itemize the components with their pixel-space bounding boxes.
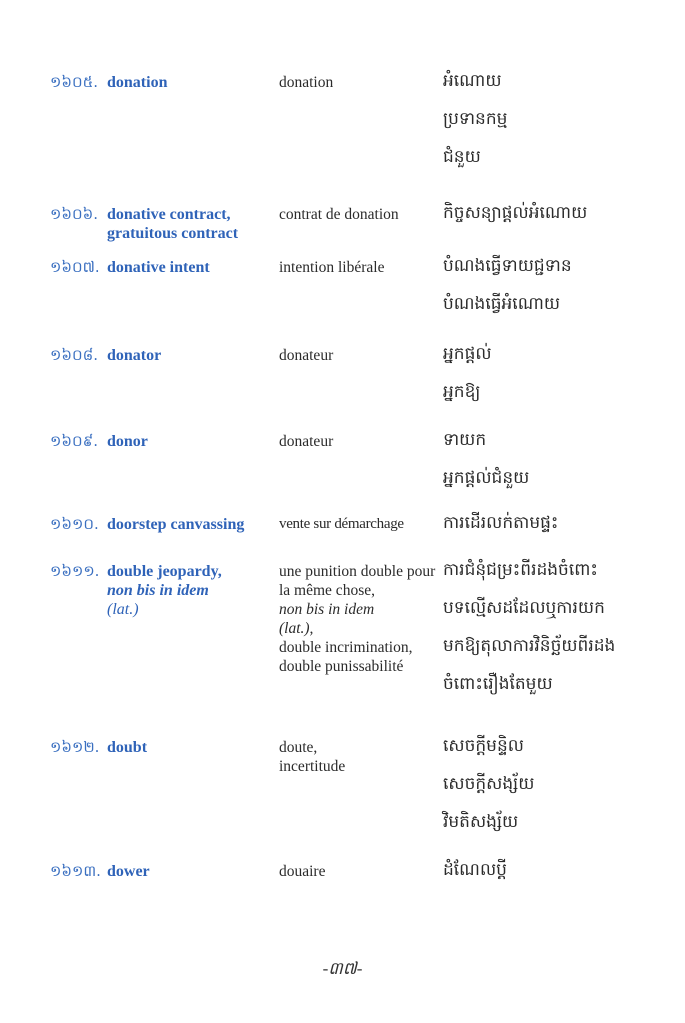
khmer-terms [443, 859, 683, 897]
entry-number: ១៦០៧. [50, 258, 100, 276]
khmer-term: បំណងធ្វើទាយជ្ជទាន [443, 256, 572, 276]
french-term: douaire [279, 863, 326, 880]
khmer-terms [443, 70, 683, 184]
entry-number: ១៦០៩. [50, 432, 98, 450]
khmer-term: ទាយក [443, 430, 487, 450]
french-term: donation [279, 74, 334, 91]
khmer-term: វិមតិសង្ស័យ [443, 812, 519, 832]
khmer-terms [443, 343, 683, 419]
khmer-term: អំណោយ [443, 71, 502, 91]
khmer-terms [443, 202, 683, 240]
entry-number: ១៦០៨. [50, 346, 98, 364]
french-term: contrat de donation [279, 206, 399, 223]
entry-number: ១៦០៥. [50, 73, 98, 91]
khmer-term: ការជំនុំជម្រះពីរដងចំពោះ [443, 560, 598, 580]
english-term [107, 562, 279, 619]
entry-number: ១៦១២. [50, 738, 100, 756]
french-term: doute, incertitude [279, 739, 346, 775]
page-number: -៣៧- [322, 959, 363, 978]
english-term: donative contract, gratuitous contract [107, 206, 239, 242]
english-term: dower [107, 863, 150, 880]
latin-marker: (lat.) [107, 601, 139, 618]
english-term-latin: non bis in idem [107, 582, 209, 599]
khmer-term: កិច្ចសន្យាផ្ដល់អំណោយ [443, 203, 588, 223]
khmer-term: សេចក្ដីសង្ស័យ [443, 774, 535, 794]
khmer-term: អ្នកផ្ដល់ជំនួយ [443, 468, 530, 488]
french-term-part: double incrimination, double punissabilité [279, 639, 413, 675]
khmer-term: បំណងធ្វើអំណោយ [443, 294, 561, 314]
english-term-main: double jeopardy, [107, 563, 222, 580]
english-term: doubt [107, 739, 148, 756]
khmer-terms [443, 735, 683, 849]
khmer-terms [443, 512, 683, 550]
khmer-term: សេចក្ដីមន្ទិល [443, 736, 524, 756]
entry-number: ១៦០៦. [50, 205, 98, 223]
french-term: intention libérale [279, 259, 385, 276]
english-term: donation [107, 74, 168, 91]
khmer-term: ជំនួយ [443, 147, 481, 167]
khmer-term: បទល្មើសដដែលឬការយក [443, 598, 605, 618]
english-term: doorstep canvassing [107, 516, 245, 533]
entry-number: ១៦១៣. [50, 862, 101, 880]
french-term: vente sur démarchage [279, 516, 404, 532]
entry-number: ១៦១០. [50, 515, 99, 533]
french-term-latin: non bis in idem (lat.), [279, 601, 375, 637]
khmer-term: អ្នកផ្ដល់ [443, 344, 492, 364]
khmer-terms [443, 255, 683, 331]
english-term: donor [107, 433, 148, 450]
english-term: donative intent [107, 259, 210, 276]
english-term: donator [107, 347, 162, 364]
khmer-term: ប្រទានកម្ម [443, 109, 508, 129]
khmer-term: អ្នកឱ្យ [443, 382, 481, 402]
entry-number: ១៦១១. [50, 562, 100, 580]
khmer-term: ចំពោះរឿងតែមួយ [443, 674, 553, 694]
khmer-term: មកឱ្យតុលាការវិនិច្ឆ័យពីរដង [443, 636, 616, 656]
french-term: donateur [279, 433, 334, 450]
french-term: donateur [279, 347, 334, 364]
khmer-term: ដំណែលប្ដី [443, 860, 507, 880]
khmer-terms [443, 559, 683, 711]
khmer-terms [443, 429, 683, 505]
french-term [279, 562, 439, 676]
french-term-part: une punition double pour la même chose, [279, 563, 436, 599]
khmer-term: ការដើរលក់តាមផ្ទះ [443, 513, 559, 533]
